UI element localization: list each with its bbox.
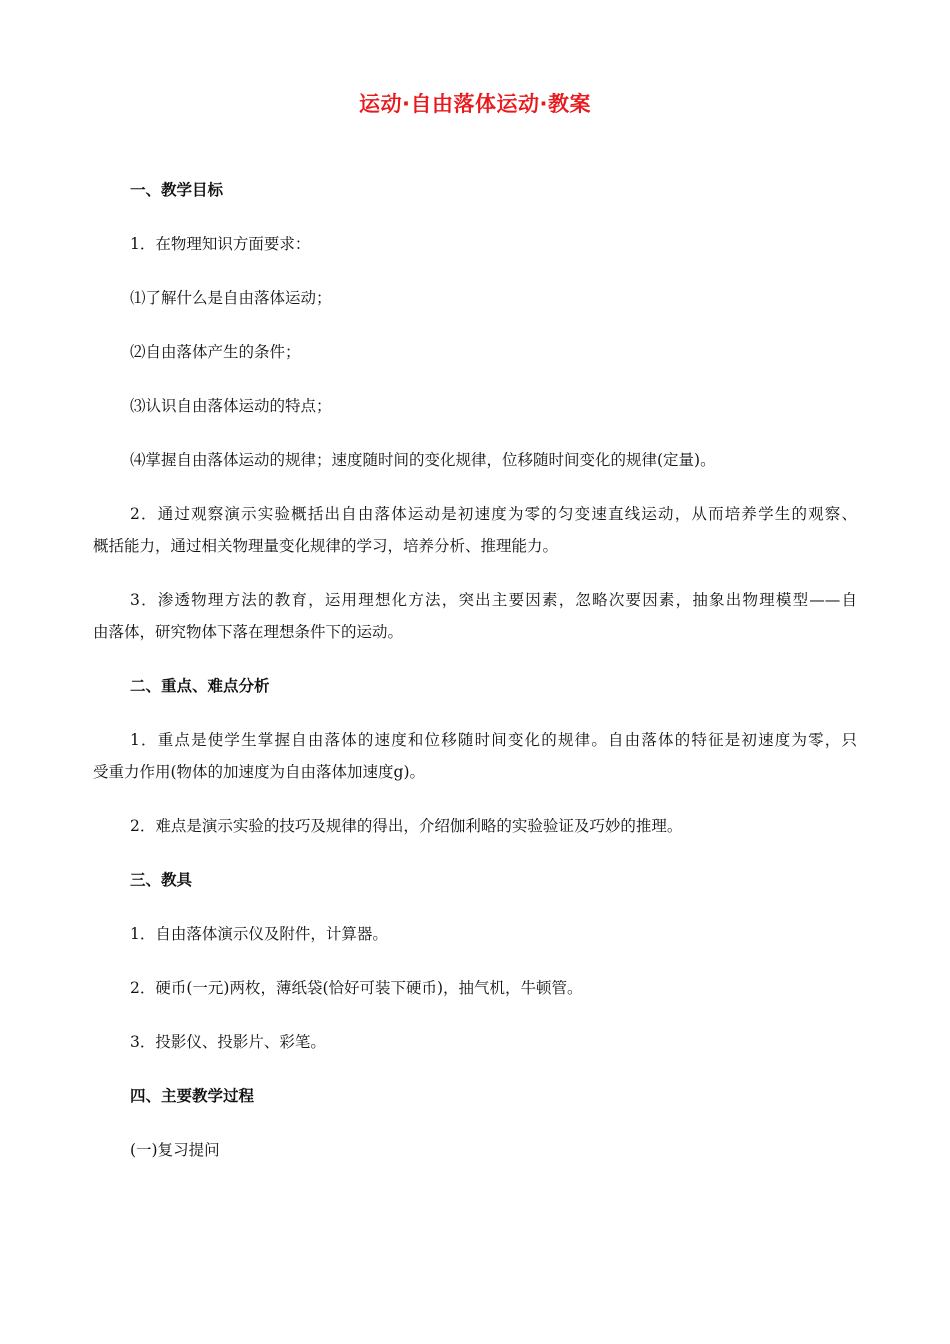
paragraph: ⑶认识自由落体运动的特点； [130, 397, 332, 415]
paragraph: (一)复习提问 [130, 1141, 220, 1159]
paragraph: 2．通过观察演示实验概括出自由落体运动是初速度为零的匀变速直线运动，从而培养学生的观察、 [130, 505, 857, 523]
section-heading-teaching-aids: 三、教具 [130, 871, 193, 889]
paragraph: ⑴了解什么是自由落体运动； [130, 289, 332, 307]
paragraph: 2．难点是演示实验的技巧及规律的得出，介绍伽利略的实验验证及巧妙的推理。 [130, 817, 683, 835]
paragraph: 3．渗透物理方法的教育，运用理想化方法，突出主要因素，忽略次要因素，抽象出物理模型——自 [130, 591, 857, 609]
paragraph: 概括能力，通过相关物理量变化规律的学习，培养分析、推理能力。 [93, 537, 559, 555]
paragraph: 2．硬币(一元)两枚，薄纸袋(恰好可装下硬币)，抽气机，牛顿管。 [130, 979, 583, 997]
section-heading-process: 四、主要教学过程 [130, 1087, 255, 1105]
paragraph: ⑷掌握自由落体运动的规律；速度随时间的变化规律，位移随时间变化的规律(定量)。 [130, 451, 716, 469]
paragraph: ⑵自由落体产生的条件； [130, 343, 301, 361]
document-title: 运动·自由落体运动·教案 [359, 92, 591, 116]
paragraph: 3．投影仪、投影片、彩笔。 [130, 1033, 326, 1051]
paragraph: 由落体，研究物体下落在理想条件下的运动。 [93, 623, 404, 641]
paragraph: 1．在物理知识方面要求： [130, 235, 311, 253]
paragraph: 受重力作用(物体的加速度为自由落体加速度g)。 [93, 763, 426, 781]
section-heading-key-points: 二、重点、难点分析 [130, 677, 270, 695]
paragraph: 1．自由落体演示仪及附件，计算器。 [130, 925, 388, 943]
section-heading-objectives: 一、教学目标 [130, 181, 224, 199]
paragraph: 1．重点是使学生掌握自由落体的速度和位移随时间变化的规律。自由落体的特征是初速度为零，只 [130, 731, 857, 749]
